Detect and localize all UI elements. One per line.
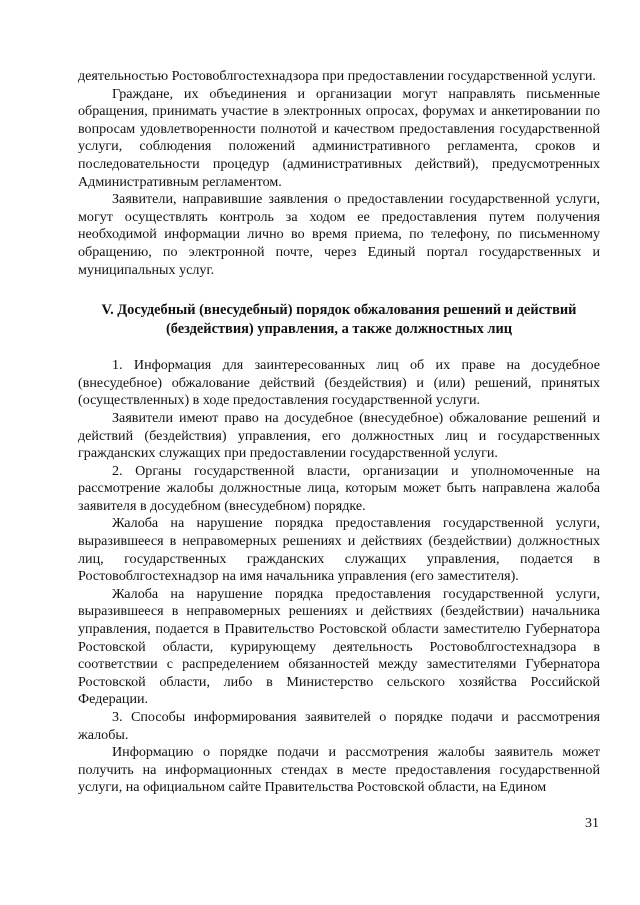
paragraph: 1. Информация для заинтересованных лиц об их праве на досудебное (внесудебное) обжалование действий (бездействия) и (или) решений, принятых (осуществленных) в ходе предоставления государственной услуги.: [78, 357, 600, 409]
paragraph: Жалоба на нарушение порядка предоставления государственной услуги, выразившееся в неправомерных решениях и действиях (бездействии) начальника управления, подается в Правительство Ростовской области заместителю Губернатора Ростовской области, курирующему деятельность Ростовоблгостехнадзора в соответствии с распределением обязанностей между заместителями Губернатора Ростовской области, либо в Министерство сельского хозяйства Российской Федерации.: [78, 585, 600, 708]
section-heading: [78, 301, 600, 339]
section-heading-line-2: (бездействия) управления, а также должностных лиц: [165, 321, 513, 338]
bottom-paragraphs: [78, 357, 600, 797]
paragraph: 2. Органы государственной власти, организации и уполномоченные на рассмотрение жалобы должностные лица, которым может быть направлена жалоба заявителя в досудебном (внесудебном) порядке.: [78, 462, 600, 514]
document-page: [78, 68, 600, 797]
top-paragraphs: [78, 68, 600, 279]
paragraph: 3. Способы информирования заявителей о порядке подачи и рассмотрения жалобы.: [78, 709, 600, 743]
paragraph: деятельностью Ростовоблгостехнадзора при предоставлении государственной услуги.: [78, 68, 596, 84]
paragraph: Информацию о порядке подачи и рассмотрения жалобы заявитель может получить на информационных стендах в месте предоставления государственной услуги, на официальном сайте Правительства Ростовской области, на Едином: [78, 744, 600, 796]
section-heading-line-1: V. Досудебный (внесудебный) порядок обжалования решений и действий: [101, 302, 577, 319]
paragraph: Заявители, направившие заявления о предоставлении государственной услуги, могут осуществлять контроль за ходом ее предоставления путем получения необходимой информации лично во время приема, по телефону, по письменному обращению, по электронной почте, через Единый портал государственных и муниципальных услуг.: [78, 191, 600, 278]
paragraph: Заявители имеют право на досудебное (внесудебное) обжалование решений и действий (бездействия) управления, его должностных лиц и государственных гражданских служащих при предоставлении государственной услуги.: [78, 409, 600, 462]
paragraph: Граждане, их объединения и организации могут направлять письменные обращения, принимать участие в электронных опросах, форумах и анкетировании по вопросам удовлетворенности полнотой и качеством предоставления государственной услуги, соблюдения положений административного регламента, сроков и последовательности процедур (административных действий), предусмотренных Административным регламентом.: [78, 85, 600, 190]
paragraph: Жалоба на нарушение порядка предоставления государственной услуги, выразившееся в неправомерных решениях и действиях (бездействии) должностных лиц, государственных гражданских служащих управления, подается в Ростовоблгостехнадзор на имя начальника управления (его заместителя).: [78, 515, 600, 585]
page-number: 31: [585, 816, 599, 831]
